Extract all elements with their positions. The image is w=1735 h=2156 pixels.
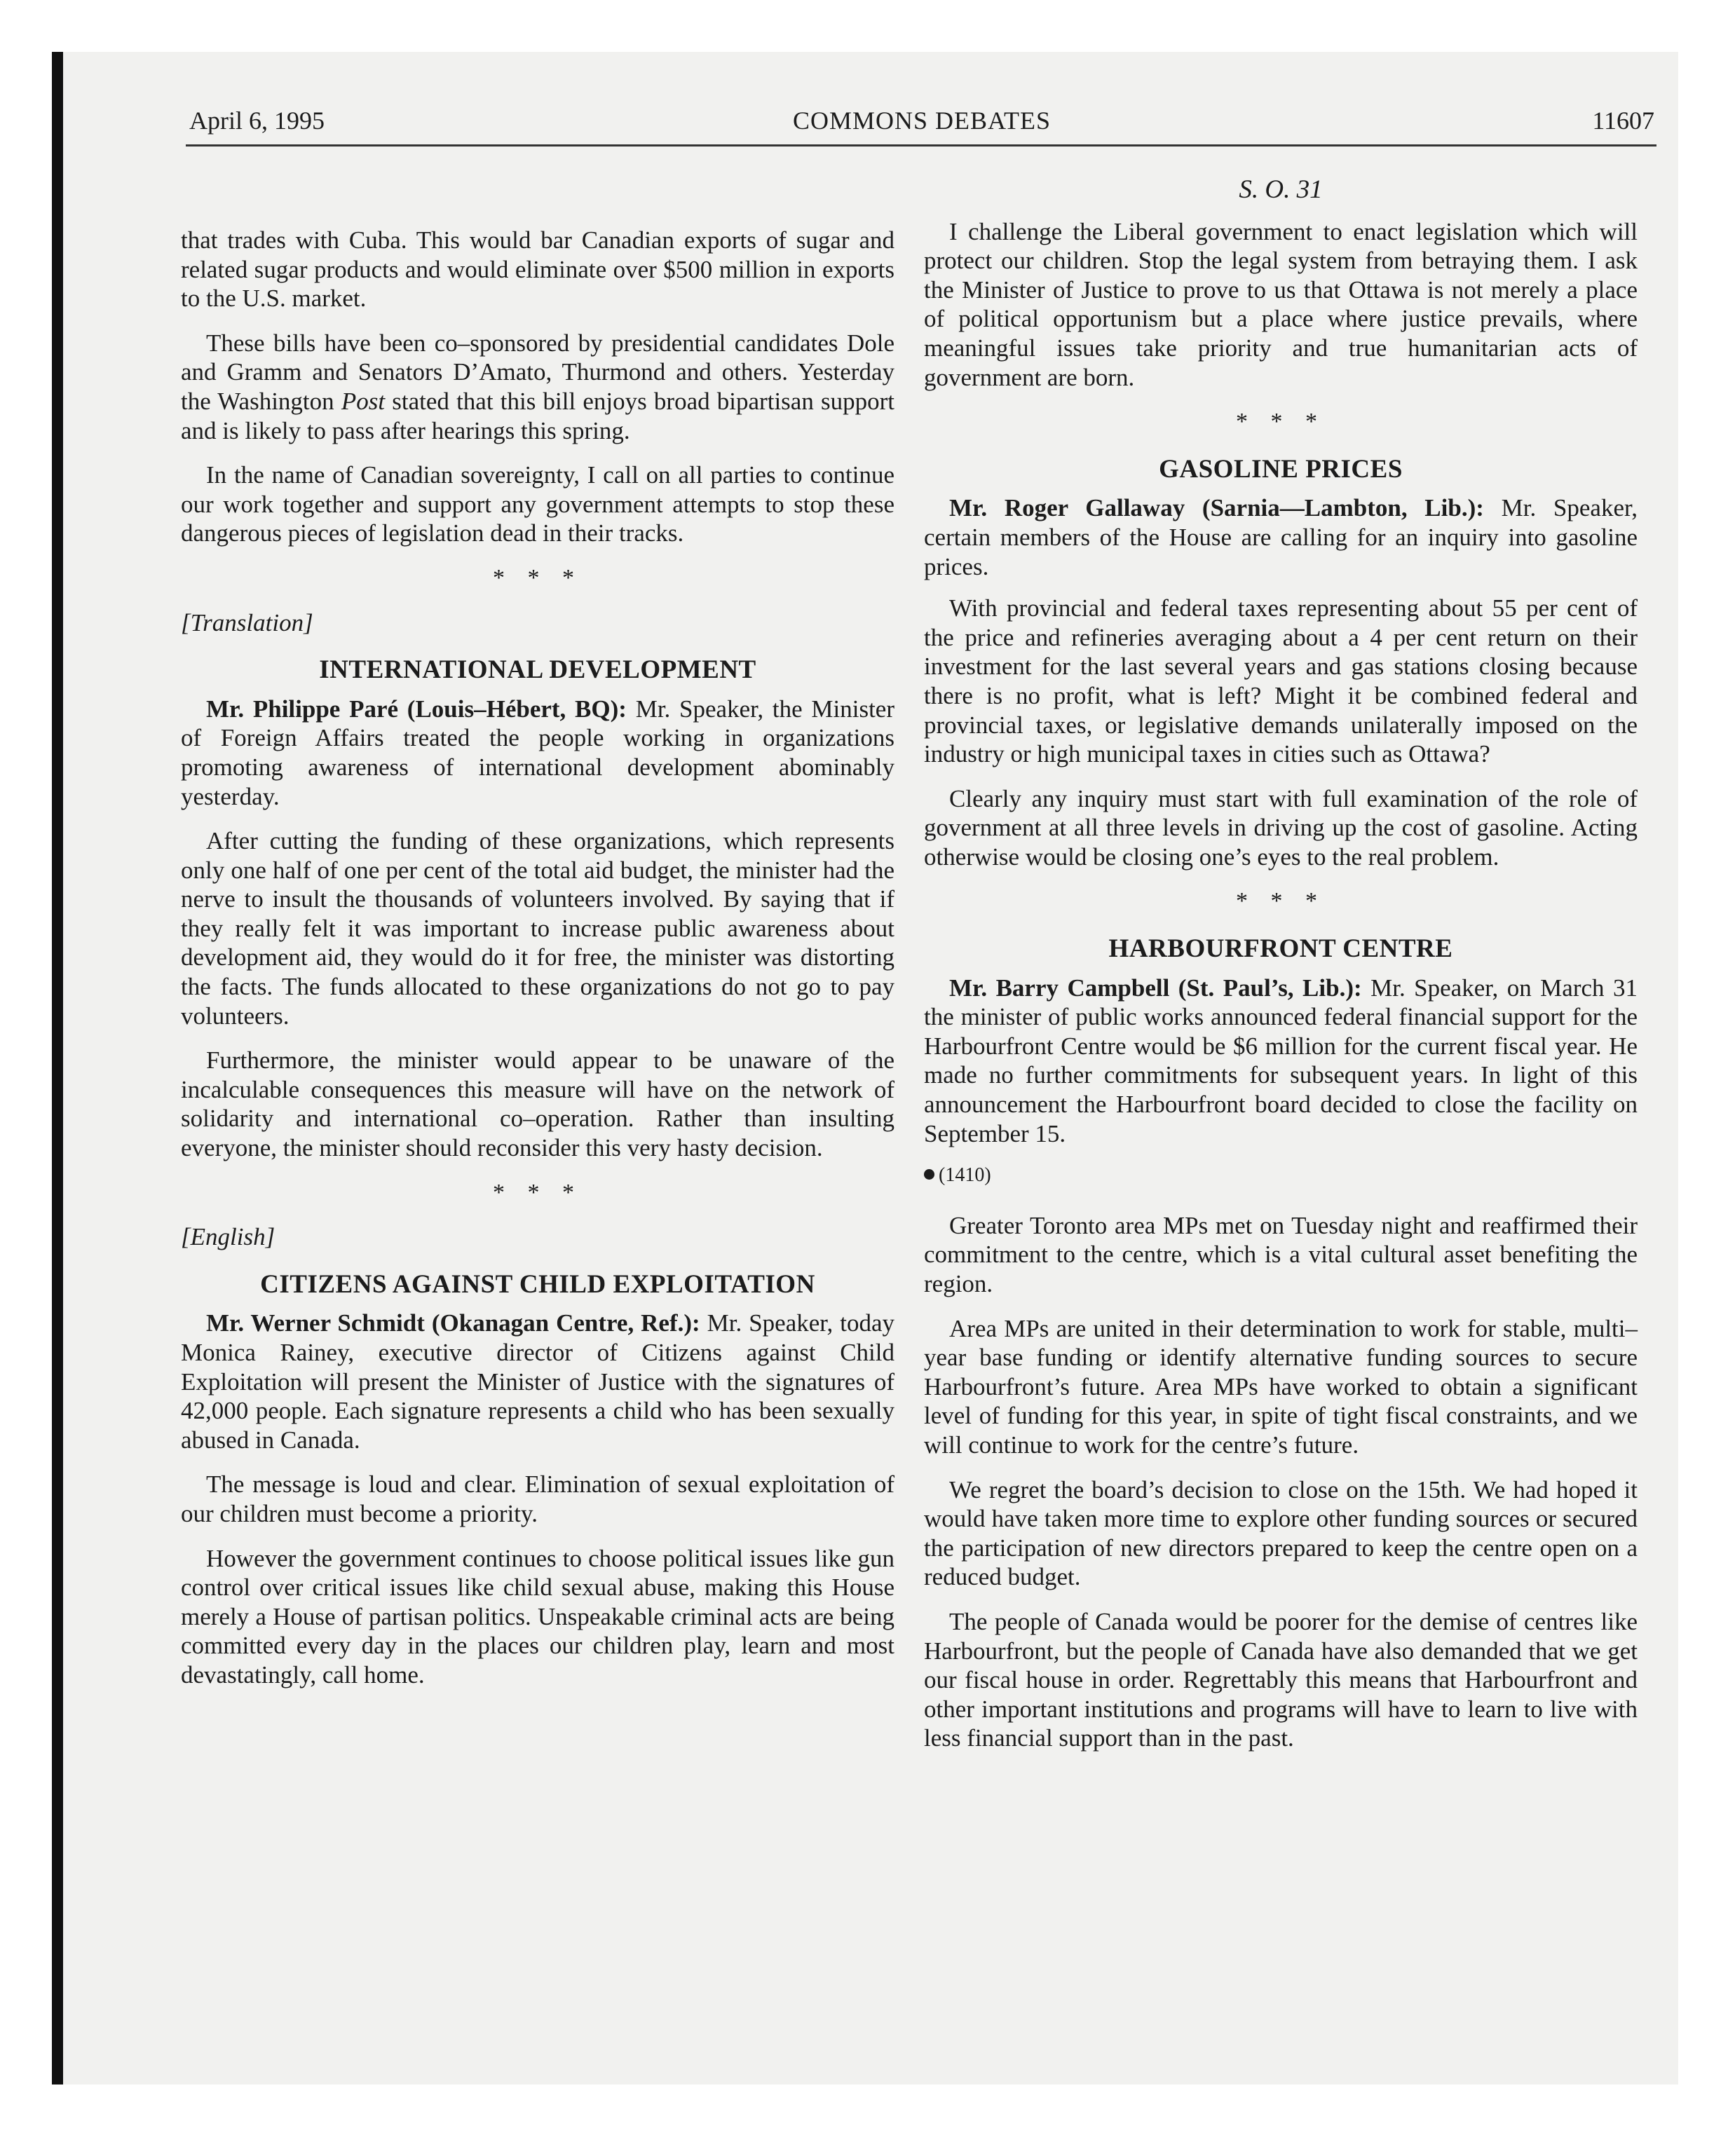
section-heading: INTERNATIONAL DEVELOPMENT xyxy=(319,655,756,685)
paragraph: These bills have been co–sponsored by presidential candidates Dole and Gramm and Senators D’Amato, Thurmond and others. Yesterday the Washington Post stated that this bill enjoys broad bipartisan support and is likely to pass after hearings this spring. xyxy=(181,329,895,444)
header-rule xyxy=(186,144,1656,146)
paragraph: Mr. Werner Schmidt (Okanagan Centre, Ref.): Mr. Speaker, today Monica Rainey, executive director of Citizens against Child Exploitation will present the Minister of Justice with the signatures of 42,000 people. Each signature represents a child who has been sexually abused in Canada. xyxy=(181,1309,894,1454)
running-header xyxy=(189,105,1654,147)
newspaper-name: Post xyxy=(341,387,386,415)
section-heading: GASOLINE PRICES xyxy=(1159,454,1403,484)
speaker-name: Mr. Barry Campbell (St. Paul’s, Lib.): xyxy=(949,974,1362,1002)
section-heading: CITIZENS AGAINST CHILD EXPLOITATION xyxy=(260,1269,815,1299)
section-separator: * * * xyxy=(493,564,583,591)
paragraph: I challenge the Liberal government to enact legislation which will protect our children. Stop the legal system from betraying them. I ask the Minister of Justice to prove to us that Ottawa is not merely a place of political opportunism but a place where justice prevails, where meaningful issues take priority and true humanitarian acts of government are born. xyxy=(924,217,1638,391)
bullet-icon xyxy=(924,1169,934,1180)
speaker-name: Mr. Philippe Paré (Louis–Hébert, BQ): xyxy=(206,695,627,723)
left-column xyxy=(181,226,894,1705)
paragraph: Greater Toronto area MPs met on Tuesday night and reaffirmed their commitment to the centre, which is a vital cultural asset benefiting the region. xyxy=(924,1211,1638,1297)
header-page-number: 11607 xyxy=(1592,107,1654,135)
section-separator: * * * xyxy=(1236,409,1326,435)
paragraph: that trades with Cuba. This would bar Canadian exports of sugar and related sugar products and would eliminate over $500 million in exports to the U.S. market. xyxy=(181,226,894,313)
paragraph: We regret the board’s decision to close on the 15th. We had hoped it would have taken more time to explore other funding sources or secured the participation of new directors prepared to keep the centre open on a reduced budget. xyxy=(924,1475,1638,1591)
right-column xyxy=(924,175,1638,1768)
translation-tag: [Translation] xyxy=(181,608,313,636)
section-separator: * * * xyxy=(1236,888,1326,915)
paragraph: Mr. Roger Gallaway (Sarnia—Lambton, Lib.): Mr. Speaker, certain members of the House are calling for an inquiry into gasoline prices. xyxy=(924,494,1638,580)
speaker-name: Mr. Roger Gallaway (Sarnia—Lambton, Lib.): xyxy=(949,494,1484,522)
section-heading: HARBOURFRONT CENTRE xyxy=(1108,934,1453,964)
paragraph: Mr. Barry Campbell (St. Paul’s, Lib.): Mr. Speaker, on March 31 the minister of public works announced federal financial support for the Harbourfront Centre would be $6 million for the current fiscal year. He made no further commitments for subsequent years. In light of this announcement the Harbourfront board decided to close the facility on September 15. xyxy=(924,974,1638,1147)
time-marker: (1410) xyxy=(924,1161,1638,1190)
standing-order-label: S. O. 31 xyxy=(1239,175,1323,204)
paragraph: The message is loud and clear. Elimination of sexual exploitation of our children must become a priority. xyxy=(181,1471,894,1527)
paragraph: The people of Canada would be poorer for the demise of centres like Harbourfront, but the people of Canada have also demanded that we get our fiscal house in order. Regrettably this means that Harbourfront and other important institutions and programs will have to learn to live with less financial support than in the past. xyxy=(924,1607,1638,1752)
paragraph: However the government continues to choose political issues like gun control over critical issues like child sexual abuse, making this House merely a House of partisan politics. Unspeakable criminal acts are being committed every day in the places our children play, learn and most devastatingly, call home. xyxy=(181,1544,894,1688)
section-separator: * * * xyxy=(493,1179,583,1206)
paragraph: After cutting the funding of these organizations, which represents only one half of one per cent of the total aid budget, the minister had the nerve to insult the thousands of volunteers involved. By saying that if they really felt it was important to increase public awareness about development aid, they would do it for free, the minister was distorting the facts. The funds allocated to these organizations do not go to pay volunteers. xyxy=(181,827,894,1030)
english-tag: [English] xyxy=(181,1223,275,1251)
paragraph: Clearly any inquiry must start with full examination of the role of government at all three levels in driving up the cost of gasoline. Acting otherwise would be closing one’s eyes to the real problem. xyxy=(924,784,1638,871)
paragraph: Area MPs are united in their determination to work for stable, multi–year base funding or identify alternative funding sources to secure Harbourfront’s future. Area MPs have worked to obtain a significant level of funding for this year, in spite of tight fiscal constraints, and we will continue to work for the centre’s future. xyxy=(924,1314,1638,1459)
binding-edge xyxy=(52,52,63,2085)
paragraph: Furthermore, the minister would appear to be unaware of the incalculable consequences this measure will have on the network of solidarity and international co–operation. Rather than insulting everyone, the minister should reconsider this very hasty decision. xyxy=(181,1046,894,1162)
header-date: April 6, 1995 xyxy=(189,107,325,135)
header-title: COMMONS DEBATES xyxy=(792,107,1052,135)
paragraph: With provincial and federal taxes representing about 55 per cent of the price and refineries averaging about a 4 per cent return on their investment for the last several years and gas stations closing because there is no profit, what is left? Might it be combined federal and provincial taxes, or legislative demands unilaterally imposed on the industry or high municipal taxes in cities such as Ottawa? xyxy=(924,594,1638,768)
speaker-name: Mr. Werner Schmidt (Okanagan Centre, Ref.): xyxy=(206,1309,700,1337)
paragraph: Mr. Philippe Paré (Louis–Hébert, BQ): Mr. Speaker, the Minister of Foreign Affairs treated the people working in organizations promoting awareness of international development abominably yesterday. xyxy=(181,695,894,810)
paragraph: In the name of Canadian sovereignty, I call on all parties to continue our work together and support any government attempts to stop these dangerous pieces of legislation dead in their tracks. xyxy=(181,461,894,547)
